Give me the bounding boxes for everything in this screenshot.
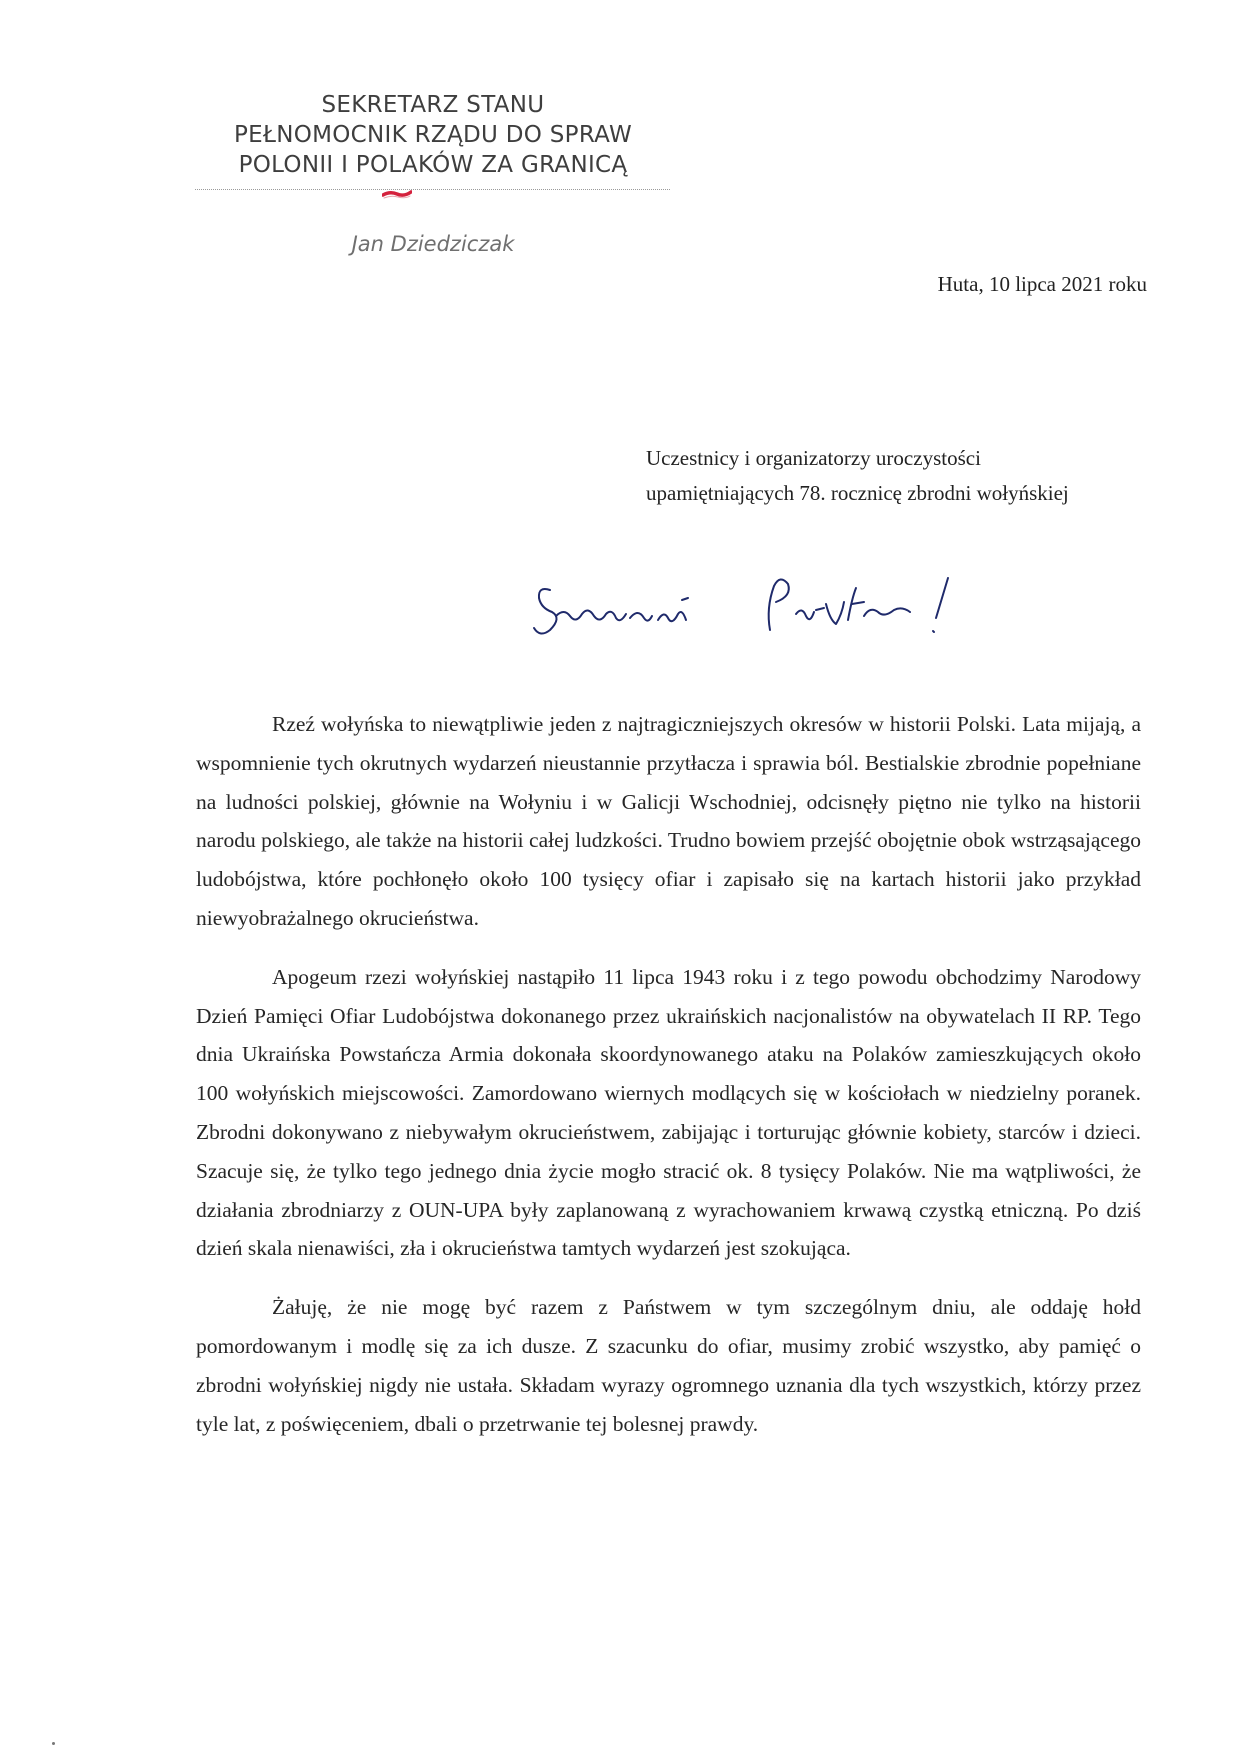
letterhead-line-2: PEŁNOMOCNIK RZĄDU DO SPRAW xyxy=(233,122,632,148)
letterhead xyxy=(198,90,668,180)
addressee xyxy=(646,441,1146,511)
letter-body xyxy=(196,705,1141,1463)
body-paragraph: Żałuję, że nie mogę być razem z Państwem w tym szczególnym dniu, ale oddaję hołd pomordowanym i modlę się za ich dusze. Z szacunku do ofiar, musimy zrobić wszystko, aby pamięć o zbrodni wołyńskiej nigdy nie ustała. Składam wyrazy ogromnego uznania dla tych wszystkich, którzy przez tyle lat, z poświęceniem, dbali o przetrwanie tej bolesnej prawdy. xyxy=(196,1295,1141,1436)
letterhead-divider xyxy=(195,189,670,190)
letterhead-line-1: SEKRETARZ STANU xyxy=(321,92,545,118)
body-paragraph: Rzeź wołyńska to niewątpliwie jeden z najtragiczniejszych okresów w historii Polski. Lata mijają, a wspomnienie tych okrutnych wydarzeń nieustannie przytłacza i sprawia ból. Bestialskie zbrodnie popełniane na ludności polskiej, głównie na Wołyniu i w Galicji Wschodniej, odcisnęły piętno nie tylko na historii narodu polskiego, ale także na historii całej ludzkości. Trudno bowiem przejść obojętnie obok wstrząsającego ludobójstwa, które pochłonęło około 100 tysięcy ofiar i zapisało się na kartach historii jako przykład niewyobrażalnego okrucieństwa. xyxy=(196,712,1141,930)
polish-flag-icon xyxy=(382,188,412,202)
scan-speck xyxy=(52,1742,55,1745)
handwritten-salutation xyxy=(530,568,960,648)
sender-name: Jan Dziedziczak xyxy=(351,232,515,256)
letterhead-line-3: POLONII I POLAKÓW ZA GRANICĄ xyxy=(238,152,628,178)
date-line: Huta, 10 lipca 2021 roku xyxy=(937,272,1147,296)
body-paragraph: Apogeum rzezi wołyńskiej nastąpiło 11 lipca 1943 roku i z tego powodu obchodzimy Narodowy Dzień Pamięci Ofiar Ludobójstwa dokonanego przez ukraińskich nacjonalistów na obywatelach II RP. Tego dnia Ukraińska Powstańcza Armia dokonała skoordynowanego ataku na Polaków zamieszkujących około 100 wołyńskich miejscowości. Zamordowano wiernych modlących się w kościołach w niedzielny poranek. Zbrodni dokonywano z niebywałym okrucieństwem, zabijając i torturując głównie kobiety, starców i dzieci. Szacuje się, że tylko tego jednego dnia życie mogło stracić ok. 8 tysięcy Polaków. Nie ma wątpliwości, że działania zbrodniarzy z OUN-UPA były zaplanowaną z wyrachowaniem krwawą czystką etniczną. Po dziś dzień skala nienawiści, zła i okrucieństwa tamtych wydarzeń jest szokująca. xyxy=(196,964,1141,1261)
addressee-line-2: upamiętniających 78. rocznicę zbrodni wołyńskiej xyxy=(646,481,1069,505)
addressee-line-1: Uczestnicy i organizatorzy uroczystości xyxy=(646,446,981,470)
